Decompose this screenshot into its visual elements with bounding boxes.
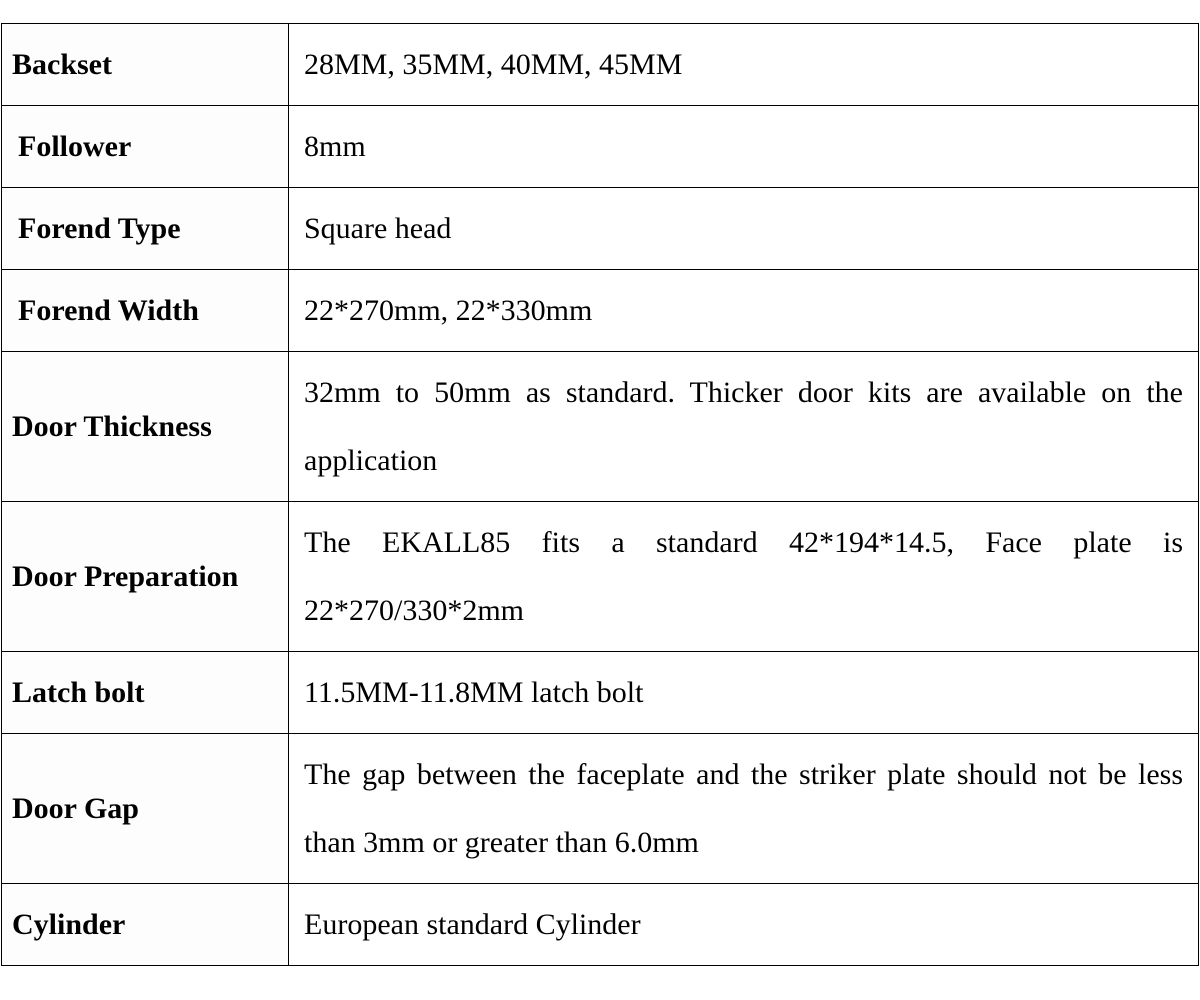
spec-value-cylinder: European standard Cylinder xyxy=(289,884,1199,966)
spec-label-forend-width: Forend Width xyxy=(2,270,289,352)
spec-label-latch-bolt: Latch bolt xyxy=(2,652,289,734)
table-row xyxy=(2,734,1199,884)
spec-label-backset: Backset xyxy=(2,24,289,106)
spec-label-cylinder: Cylinder xyxy=(2,884,289,966)
table-row xyxy=(2,106,1199,188)
spec-label-door-gap: Door Gap xyxy=(2,734,289,884)
spec-label-follower: Follower xyxy=(2,106,289,188)
table-row xyxy=(2,24,1199,106)
spec-value-door-thickness: 32mm to 50mm as standard. Thicker door kits are available on the application xyxy=(289,352,1199,502)
spec-value-door-preparation: The EKALL85 fits a standard 42*194*14.5, Face plate is 22*270/330*2mm xyxy=(289,502,1199,652)
spec-label-forend-type: Forend Type xyxy=(2,188,289,270)
table-row xyxy=(2,352,1199,502)
spec-table xyxy=(1,23,1199,966)
spec-value-latch-bolt: 11.5MM-11.8MM latch bolt xyxy=(289,652,1199,734)
spec-value-door-gap: The gap between the faceplate and the striker plate should not be less than 3mm or greater than 6.0mm xyxy=(289,734,1199,884)
spec-value-forend-width: 22*270mm, 22*330mm xyxy=(289,270,1199,352)
table-row xyxy=(2,502,1199,652)
spec-value-follower: 8mm xyxy=(289,106,1199,188)
table-row xyxy=(2,270,1199,352)
spec-value-forend-type: Square head xyxy=(289,188,1199,270)
table-row xyxy=(2,188,1199,270)
spec-label-door-preparation: Door Preparation xyxy=(2,502,289,652)
spec-value-backset: 28MM, 35MM, 40MM, 45MM xyxy=(289,24,1199,106)
table-row xyxy=(2,652,1199,734)
spec-label-door-thickness: Door Thickness xyxy=(2,352,289,502)
table-row xyxy=(2,884,1199,966)
